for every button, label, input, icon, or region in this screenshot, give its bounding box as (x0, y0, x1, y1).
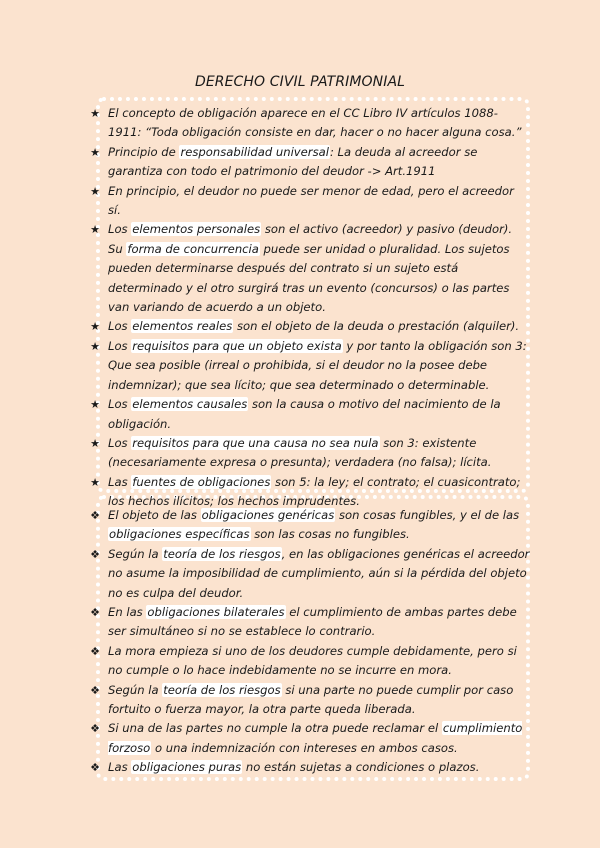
item-text: son 3: existente (necesariamente expresa o presunta); verdadera (no falsa); lícita. (108, 435, 492, 470)
star-bullet-icon: ★ (90, 398, 100, 412)
item-text: Los (108, 397, 132, 412)
highlighted-term: elementos reales (132, 319, 233, 334)
item-text: : La deuda al acreedor se garantiza con todo el patrimonio del deudor -> Art.1911 (108, 144, 478, 179)
item-text: En las (108, 605, 147, 620)
star-bullet-icon: ★ (90, 475, 100, 489)
list-item (88, 104, 530, 143)
item-text: En principio, el deudor no puede ser menor de edad, pero el acreedor sí. (108, 183, 514, 218)
item-text: Si una de las partes no cumple la otra puede reclamar el (108, 721, 442, 736)
star-bullet-icon: ★ (90, 320, 100, 334)
highlighted-term: teoría de los riesgos (163, 546, 281, 561)
star-bullet-icon: ★ (90, 223, 100, 237)
highlighted-term: obligaciones bilaterales (147, 605, 285, 620)
list-item (88, 395, 530, 434)
list-item (88, 220, 530, 317)
item-text: Los (108, 319, 132, 334)
diamond-bullet-icon: ❖ (90, 722, 100, 736)
star-bullet-icon: ★ (90, 145, 100, 159)
highlighted-term: forma de concurrencia (127, 241, 259, 256)
list-item (88, 182, 530, 221)
list-item (88, 603, 530, 642)
item-text: Según la (108, 546, 163, 561)
bullet-list-section-1 (88, 104, 530, 512)
list-item (88, 719, 530, 758)
diamond-bullet-icon: ❖ (90, 606, 100, 620)
item-text: El objeto de las (108, 508, 201, 522)
highlighted-term: fuentes de obligaciones (132, 474, 271, 489)
highlighted-term: obligaciones puras (132, 760, 242, 775)
item-text: si una parte no puede cumplir por caso fortuito o fuerza mayor, la otra parte queda liberada. (108, 682, 514, 717)
item-text: , en las obligaciones genéricas el acreedor no asume la imposibilidad de cumplimiento, aún si la pérdida del objeto no es culpa del deudor. (108, 546, 530, 600)
item-text: son 5: la ley; el contrato; el cuasicontrato; los hechos ilícitos; los hechos imprudentes. (108, 474, 521, 509)
item-text: son la causa o motivo del nacimiento de la obligación. (108, 397, 501, 431)
list-item (88, 642, 530, 681)
item-text: o una indemnización con intereses en ambos casos. (151, 740, 458, 755)
item-text: son cosas fungibles, y el de las (335, 508, 520, 522)
item-text: Las (108, 760, 132, 775)
highlighted-term: requisitos para que un objeto exista (132, 338, 342, 353)
list-item (88, 545, 530, 603)
item-text: y por tanto la obligación son 3: Que sea posible (irreal o prohibida, si el deudor no la posee debe indemnizar); que sea lícito; que sea determinado o determinable. (108, 338, 527, 392)
item-text: Según la (108, 682, 163, 697)
item-text: son las cosas no fungibles. (250, 527, 410, 542)
item-text: son el activo (acreedor) y pasivo (deudor). Su (108, 222, 513, 256)
page-title: DERECHO CIVIL PATRIMONIAL (194, 74, 406, 90)
highlighted-term: cumplimiento forzoso (108, 721, 523, 755)
list-item (88, 143, 530, 182)
highlighted-term: obligaciones genéricas (201, 508, 335, 522)
highlighted-term: responsabilidad universal (180, 144, 329, 159)
highlighted-term: teoría de los riesgos (163, 682, 281, 697)
star-bullet-icon: ★ (90, 339, 100, 353)
item-text: Los (108, 338, 132, 353)
diamond-bullet-icon: ❖ (90, 683, 100, 697)
item-text: Los (108, 435, 132, 450)
list-item (88, 758, 530, 777)
item-text: Los (108, 222, 132, 237)
bullet-list-section-2 (88, 506, 530, 778)
diamond-bullet-icon: ❖ (90, 547, 100, 561)
highlighted-term: elementos personales (132, 222, 261, 237)
item-text: Principio de (108, 144, 180, 159)
star-bullet-icon: ★ (90, 184, 100, 198)
diamond-bullet-icon: ❖ (90, 761, 100, 775)
highlighted-term: obligaciones específicas (109, 527, 250, 542)
item-text: Las (108, 474, 132, 489)
list-item (88, 681, 530, 720)
diamond-bullet-icon: ❖ (90, 509, 100, 522)
list-item (88, 506, 530, 545)
item-text: El concepto de obligación aparece en el CC Libro IV artículos 1088-1911: “Toda obligación consiste en dar, hacer o no hacer alguna cosa.” (108, 106, 522, 140)
star-bullet-icon: ★ (90, 436, 100, 450)
highlighted-term: requisitos para que una causa no sea nula (132, 435, 379, 450)
list-item (88, 317, 530, 336)
list-item (88, 434, 530, 473)
highlighted-term: elementos causales (132, 397, 248, 412)
diamond-bullet-icon: ❖ (90, 644, 100, 658)
list-item (88, 337, 530, 395)
item-text: no están sujetas a condiciones o plazos. (242, 760, 480, 775)
item-text: son el objeto de la deuda o prestación (alquiler). (233, 319, 520, 334)
item-text: puede ser unidad o pluralidad. Los sujetos pueden determinarse después del contrato si un sujeto está determinado y el otro surgirá tras un evento (concursos) o las partes van variando de acuerdo a un objeto. (108, 241, 510, 315)
item-text: el cumplimiento de ambas partes debe ser simultáneo si no se establece lo contrario. (108, 605, 517, 639)
item-text: La mora empieza si uno de los deudores cumple debidamente, pero si no cumple o lo hace indebidamente no se incurre en mora. (108, 643, 517, 678)
star-bullet-icon: ★ (90, 107, 100, 120)
